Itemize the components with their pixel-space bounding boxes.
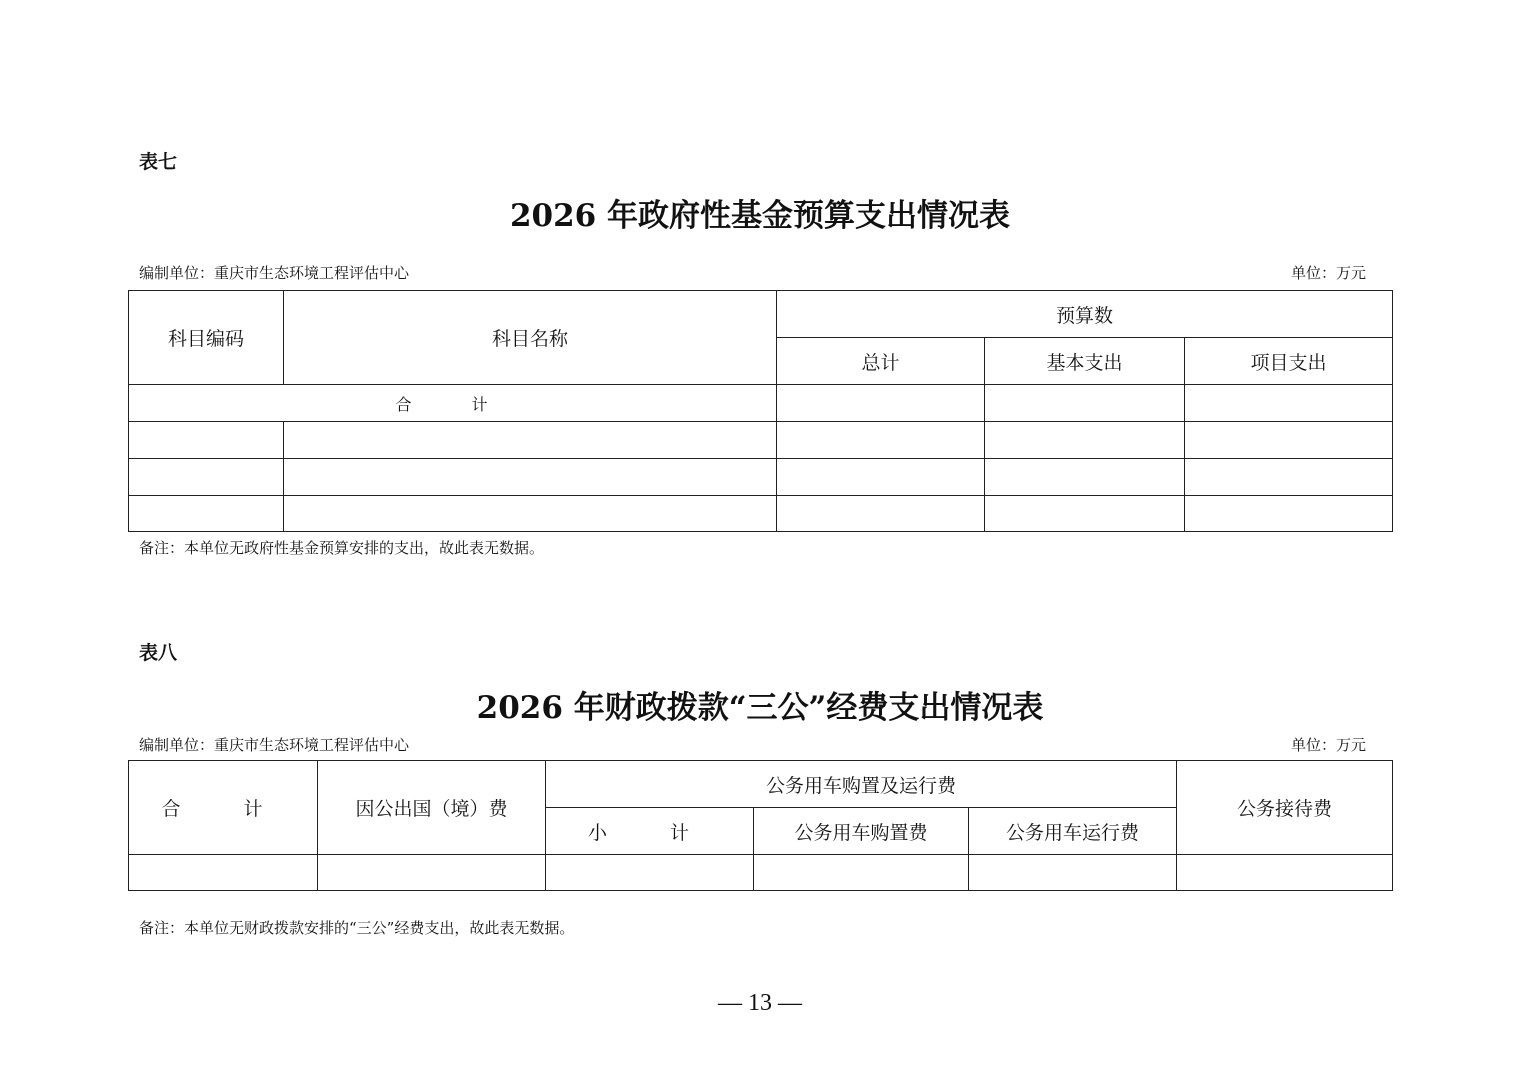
table-eight-label: 表八	[139, 642, 178, 664]
table-cell	[985, 496, 1185, 532]
table-eight-note: 备注：本单位无财政拨款安排的“三公”经费支出，故此表无数据。	[139, 919, 575, 937]
table-row	[129, 459, 1393, 496]
table-row	[129, 422, 1393, 459]
table-seven-title: 2026 年政府性基金预算支出情况表	[509, 198, 1011, 234]
table-cell	[777, 459, 985, 496]
table-cell	[985, 459, 1185, 496]
table-cell	[1185, 496, 1393, 532]
table-cell	[129, 855, 318, 891]
header-subtotal: 小 计	[546, 808, 754, 855]
table-seven-compiler: 编制单位：重庆市生态环境工程评估中心	[139, 264, 410, 282]
table-row	[129, 496, 1393, 532]
government-fund-table	[128, 290, 1393, 532]
table-row	[129, 855, 1393, 891]
table-cell	[1185, 385, 1393, 422]
table-seven-note: 备注：本单位无政府性基金预算安排的支出，故此表无数据。	[139, 539, 545, 557]
table-cell	[777, 496, 985, 532]
table-row	[129, 385, 1393, 422]
header-subject-code: 科目编码	[129, 291, 284, 385]
table-cell	[1177, 855, 1393, 891]
header-budget: 预算数	[777, 291, 1393, 338]
table-cell	[985, 385, 1185, 422]
table-cell	[777, 385, 985, 422]
total-row-label: 合 计	[129, 385, 777, 422]
table-cell	[129, 459, 284, 496]
header-total: 总计	[777, 338, 985, 385]
table-cell	[129, 496, 284, 532]
table-cell	[284, 496, 777, 532]
table-cell	[546, 855, 754, 891]
header-vehicle-purchase: 公务用车购置费	[754, 808, 969, 855]
table-cell	[284, 459, 777, 496]
header-project-expenditure: 项目支出	[1185, 338, 1393, 385]
table-eight-unit: 单位：万元	[1291, 736, 1367, 754]
table-cell	[1185, 459, 1393, 496]
header-overseas-travel: 因公出国（境）费	[318, 761, 546, 855]
three-public-expenses-table	[128, 760, 1393, 891]
table-cell	[1185, 422, 1393, 459]
page-number: — 13 —	[718, 990, 802, 1016]
table-cell	[129, 422, 284, 459]
table-seven-label: 表七	[139, 151, 178, 173]
table-eight-compiler: 编制单位：重庆市生态环境工程评估中心	[139, 736, 410, 754]
header-basic-expenditure: 基本支出	[985, 338, 1185, 385]
table-cell	[969, 855, 1177, 891]
table-cell	[284, 422, 777, 459]
header-vehicle-operation: 公务用车运行费	[969, 808, 1177, 855]
table-cell	[985, 422, 1185, 459]
table-cell	[754, 855, 969, 891]
table-cell	[777, 422, 985, 459]
table-eight-title: 2026 年财政拨款“三公”经费支出情况表	[476, 690, 1044, 726]
table-cell	[318, 855, 546, 891]
table-seven-unit: 单位：万元	[1291, 264, 1367, 282]
header-reception: 公务接待费	[1177, 761, 1393, 855]
header-subject-name: 科目名称	[284, 291, 777, 385]
header-vehicle-expenses: 公务用车购置及运行费	[546, 761, 1177, 808]
header-grand-total: 合 计	[129, 761, 318, 855]
